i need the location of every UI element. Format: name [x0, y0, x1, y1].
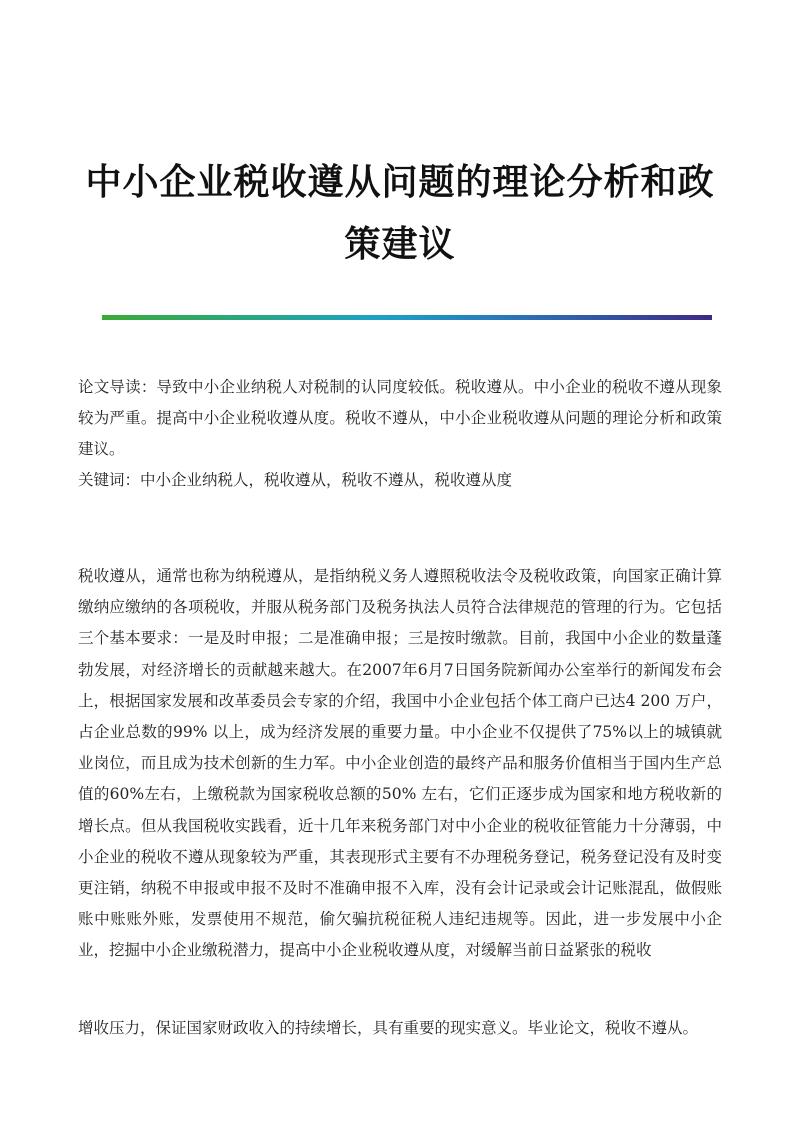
body-paragraph: 增收压力，保证国家财政收入的持续增长，具有重要的现实意义。毕业论文，税收不遵从。	[78, 1019, 699, 1037]
keywords: 关键词：中小企业纳税人，税收遵从，税收不遵从，税收遵从度	[78, 471, 513, 489]
title-divider	[102, 315, 712, 320]
document-title: 中小企业税收遵从问题的理论分析和政策建议	[85, 162, 715, 265]
abstract: 论文导读：导致中小企业纳税人对税制的认同度较低。税收遵从。中小企业的税收不遵从现象较为严重。提高中小企业税收遵从度。税收不遵从，中小企业税收遵从问题的理论分析和政策建议。	[78, 378, 722, 458]
body-paragraph: 税收遵从，通常也称为纳税遵从，是指纳税义务人遵照税收法令及税收政策，向国家正确计算缴纳应缴纳的各项税收，并服从税务部门及税务执法人员符合法律规范的管理的行为。它包括三个基本要求：一是及时申报；二是准确申报；三是按时缴款。目前，我国中小企业的数量蓬勃发展，对经济增长的贡献越来越大。在2007年6月7日国务院新闻办公室举行的新闻发布会上，根据国家发展和改革委员会专家的介绍，我国中小企业包括个体工商户已达4 200 万户，占企业总数的99% 以上，成为经济发展的重要力量。中小企业不仅提供了75%以上的城镇就业岗位，而且成为技术创新的生力军。中小企业创造的最终产品和服务价值相当于国内生产总值的60%左右，上缴税款为国家税收总额的50% 左右，它们正逐步成为国家和地方税收新的增长点。但从我国税收实践看，近十几年来税务部门对中小企业的税收征管能力十分薄弱，中小企业的税收不遵从现象较为严重，其表现形式主要有不办理税务登记，税务登记没有及时变更注销，纳税不申报或申报不及时不准确申报不入库，没有会计记录或会计记账混乱，做假账账中账账外账，发票使用不规范，偷欠骗抗税征税人违纪违规等。因此，进一步发展中小企业，挖掘中小企业缴税潜力，提高中小企业税收遵从度，对缓解当前日益紧张的税收	[78, 567, 722, 960]
